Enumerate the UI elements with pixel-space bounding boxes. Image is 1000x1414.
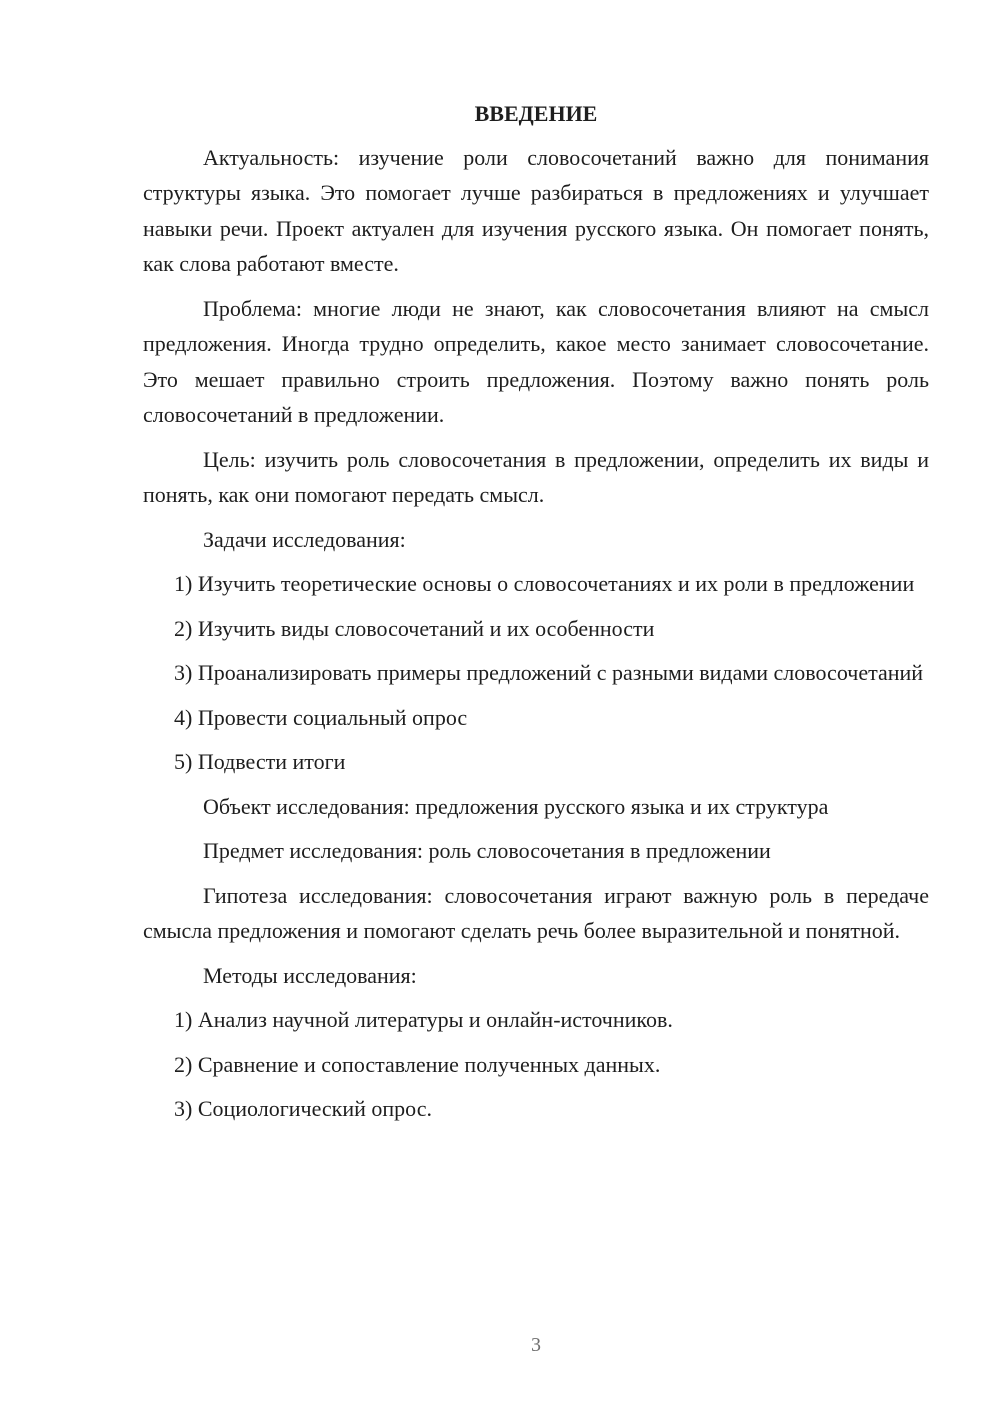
method-item-3: 3) Социологический опрос. — [174, 1096, 432, 1121]
goal-paragraph: Цель: изучить роль словосочетания в предложении, определить их виды и понять, как они помогают передать смысл. — [143, 446, 929, 507]
page-title: ВВЕДЕНИЕ — [474, 101, 598, 126]
page-number: 3 — [531, 1334, 541, 1356]
task-item-2: 2) Изучить виды словосочетаний и их особенности — [174, 615, 655, 641]
page-content — [143, 96, 929, 1136]
object-paragraph: Объект исследования: предложения русского языка и их структура — [203, 793, 829, 819]
hypothesis-paragraph: Гипотеза исследования: словосочетания играют важную роль в передаче смысла предложения и помогают сделать речь более выразительной и понятной. — [143, 882, 929, 943]
task-item-3: 3) Проанализировать примеры предложений с разными видами словосочетаний — [174, 660, 924, 685]
method-item-2: 2) Сравнение и сопоставление полученных данных. — [174, 1051, 661, 1077]
relevance-paragraph: Актуальность: изучение роли словосочетаний важно для понимания структуры языка. Это помогает лучше разбираться в предложениях и улучшает навыки речи. Проект актуален для изучения русского языка. Он помогает понять, как слова работают вместе. — [143, 144, 929, 276]
task-item-4: 4) Провести социальный опрос — [174, 704, 468, 730]
tasks-heading: Задачи исследования: — [203, 526, 406, 552]
problem-paragraph: Проблема: многие люди не знают, как словосочетания влияют на смысл предложения. Иногда трудно определить, какое место занимает словосочетание. Это мешает правильно строить предложения. Поэтому важно понять роль словосочетаний в предложении. — [143, 295, 929, 427]
task-item-1: 1) Изучить теоретические основы о словосочетаниях и их роли в предложении — [174, 571, 915, 596]
method-item-1: 1) Анализ научной литературы и онлайн-источников. — [174, 1007, 673, 1032]
task-item-5: 5) Подвести итоги — [174, 749, 346, 774]
subject-paragraph: Предмет исследования: роль словосочетания в предложении — [203, 838, 771, 863]
methods-heading: Методы исследования: — [203, 962, 417, 988]
